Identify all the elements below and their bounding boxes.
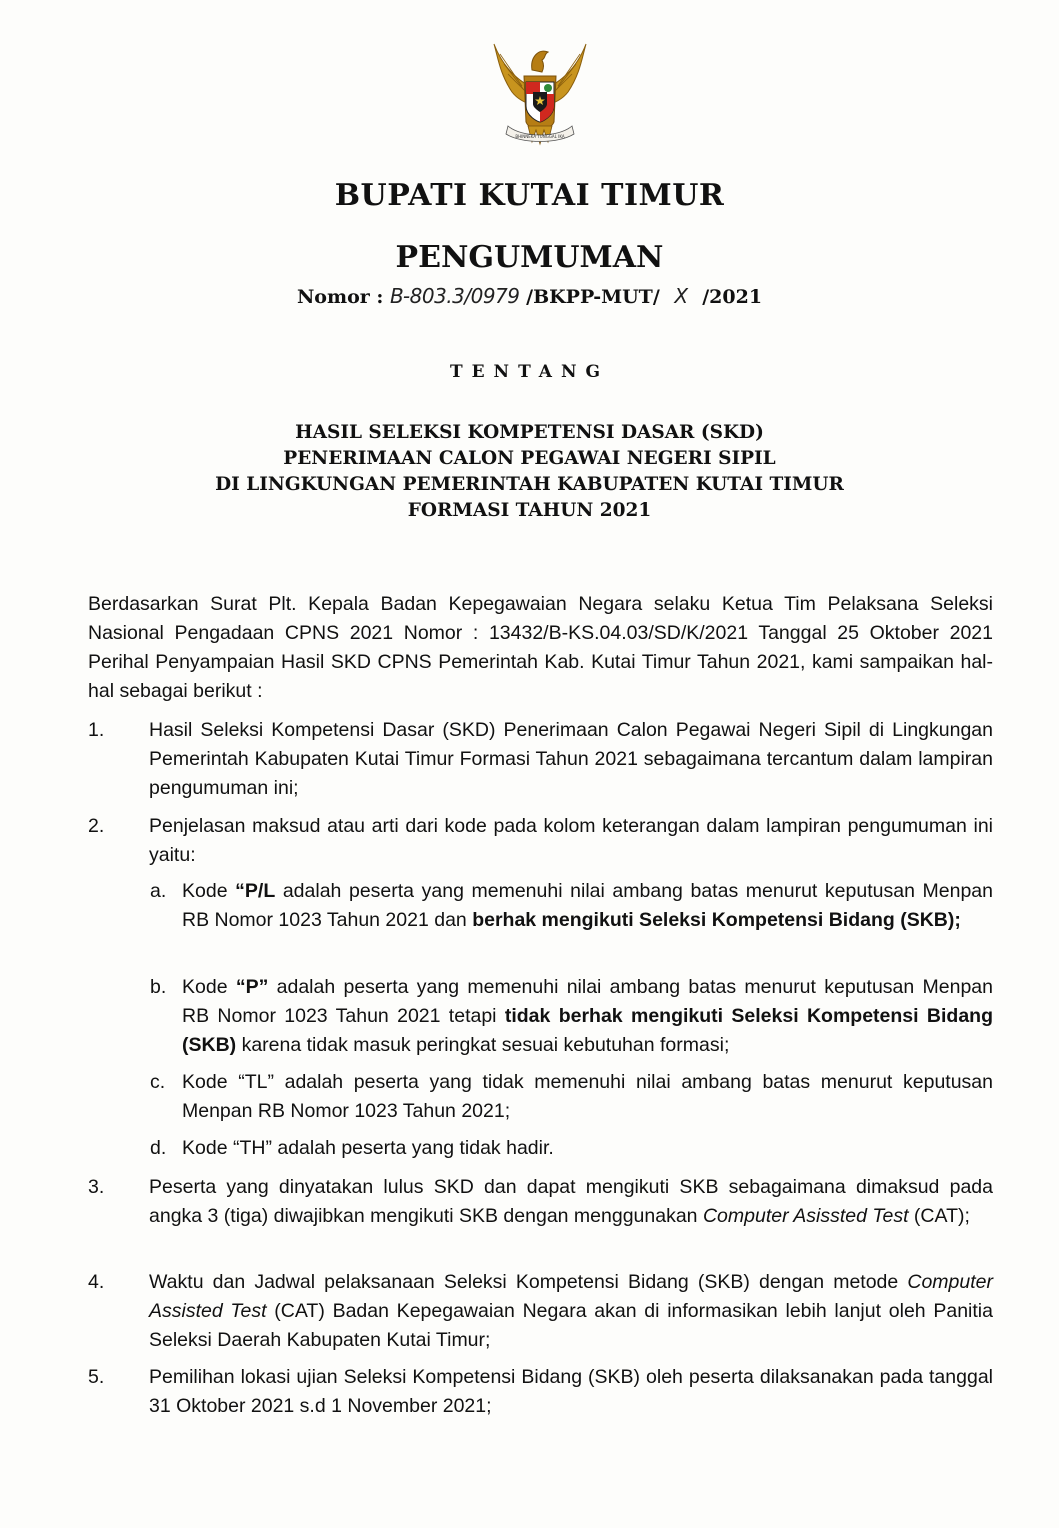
subitem-b <box>150 973 993 1060</box>
heading-line: HASIL SELEKSI KOMPETENSI DASAR (SKD) <box>295 422 764 443</box>
document-number <box>0 284 1059 308</box>
document-type-title: PENGUMUMAN <box>395 240 664 275</box>
heading-line: PENERIMAAN CALON PEGAWAI NEGERI SIPIL <box>283 448 776 469</box>
tentang-label: TENTANG <box>449 362 610 382</box>
subitem-d <box>150 1134 993 1163</box>
subitem-letter: a. <box>150 880 167 902</box>
list-item-1 <box>88 716 993 803</box>
heading-line: DI LINGKUNGAN PEMERINTAH KABUPATEN KUTAI TIMUR <box>215 474 844 495</box>
nomor-handwritten-number: B-803.3/0979 <box>390 284 520 308</box>
subitem-c <box>150 1068 993 1126</box>
subitem-text: Kode “P” adalah peserta yang memenuhi nilai ambang batas menurut keputusan Menpan RB Nomor 1023 Tahun 2021 tetapi tidak berhak mengikuti Seleksi Kompetensi Bidang (SKB) karena tidak masuk peringkat sesuai kebutuhan formasi; <box>182 976 993 1056</box>
nomor-handwritten-month: X <box>674 284 688 308</box>
item-text: Hasil Seleksi Kompetensi Dasar (SKD) Penerimaan Calon Pegawai Negeri Sipil di Lingkungan Pemerintah Kabupaten Kutai Timur Formasi Tahun 2021 sebagaimana tercantum dalam lampiran pengumuman ini; <box>149 719 993 799</box>
announcement-heading <box>0 420 1059 524</box>
nomor-code: /BKPP-MUT/ <box>526 286 660 308</box>
item-text: Peserta yang dinyatakan lulus SKD dan dapat mengikuti SKB sebagaimana dimaksud pada angka 3 (tiga) diwajibkan mengikuti SKB dengan menggunakan Computer Asissted Test (CAT); <box>149 1176 993 1227</box>
subitem-text: Kode “P/L adalah peserta yang memenuhi nilai ambang batas menurut keputusan Menpan RB Nomor 1023 Tahun 2021 dan berhak mengikuti Seleksi Kompetensi Bidang (SKB); <box>182 880 993 931</box>
list-item-4 <box>88 1268 993 1355</box>
emblem-motto: BHINNEKA TUNGGAL IKA <box>515 134 565 139</box>
subitem-letter: d. <box>150 1137 167 1159</box>
intro-paragraph: Berdasarkan Surat Plt. Kepala Badan Kepegawaian Negara selaku Ketua Tim Pelaksana Seleksi Nasional Pengadaan CPNS 2021 Nomor : 13432/B-KS.04.03/SD/K/2021 Tanggal 25 Oktober 2021 Perihal Penyampaian Hasil SKD CPNS Pemerintah Kab. Kutai Timur Tahun 2021, kami sampaikan hal-hal sebagai berikut : <box>88 593 993 702</box>
list-item-5 <box>88 1363 993 1421</box>
item-number: 2. <box>88 815 105 837</box>
item-number: 1. <box>88 719 105 741</box>
subitem-text: Kode “TH” adalah peserta yang tidak hadir. <box>182 1137 554 1159</box>
garuda-emblem-icon <box>482 30 598 152</box>
heading-line: FORMASI TAHUN 2021 <box>407 500 652 521</box>
nomor-year: /2021 <box>702 286 763 308</box>
item-number: 5. <box>88 1366 105 1388</box>
subitem-text: Kode “TL” adalah peserta yang tidak memenuhi nilai ambang batas menurut keputusan Menpan RB Nomor 1023 Tahun 2021; <box>182 1071 993 1122</box>
item-text: Penjelasan maksud atau arti dari kode pada kolom keterangan dalam lampiran pengumuman ini yaitu: <box>149 815 993 866</box>
item-number: 4. <box>88 1271 105 1293</box>
subitem-a <box>150 877 993 935</box>
item-text: Waktu dan Jadwal pelaksanaan Seleksi Kompetensi Bidang (SKB) dengan metode Computer Assisted Test (CAT) Badan Kepegawaian Negara akan di informasikan lebih lanjut oleh Panitia Seleksi Daerah Kabupaten Kutai Timur; <box>149 1271 993 1351</box>
item-number: 3. <box>88 1176 105 1198</box>
subitem-letter: c. <box>150 1071 166 1093</box>
subitem-letter: b. <box>150 976 167 998</box>
nomor-label: Nomor : <box>296 286 384 308</box>
list-item-2 <box>88 812 993 870</box>
item-text: Pemilihan lokasi ujian Seleksi Kompetensi Bidang (SKB) oleh peserta dilaksanakan pada tanggal 31 Oktober 2021 s.d 1 November 2021; <box>149 1366 993 1417</box>
list-item-3 <box>88 1173 993 1231</box>
institution-title: BUPATI KUTAI TIMUR <box>334 178 725 213</box>
